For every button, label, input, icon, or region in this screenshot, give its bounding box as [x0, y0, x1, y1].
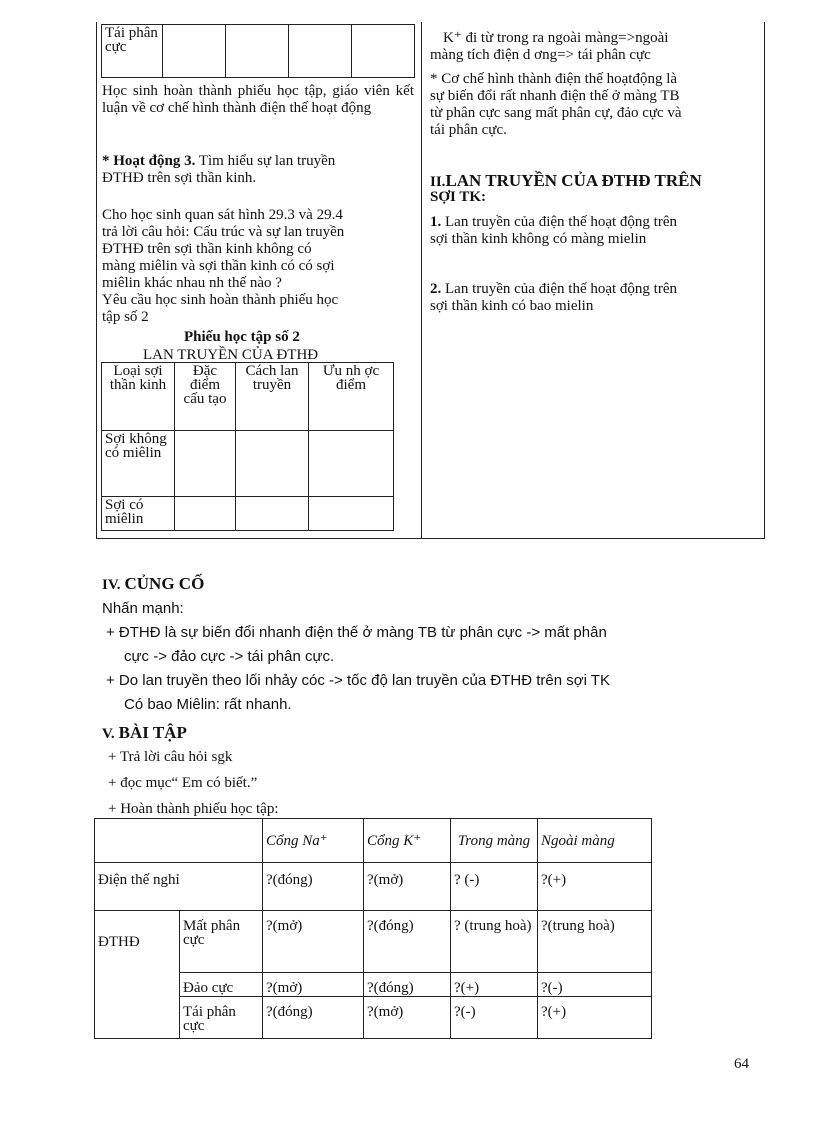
- summary-cell: ?(+): [538, 863, 652, 911]
- activity3-heading: [102, 154, 335, 169]
- worksheet2-header: Đặc điểm cấu tạo: [175, 363, 236, 431]
- observe-line: Cho học sinh quan sát hình 29.3 và 29.4: [102, 207, 343, 223]
- summary-cell: ?(đóng): [364, 973, 451, 997]
- box-bottom-border: [96, 538, 765, 539]
- item2-line-1: [430, 282, 677, 297]
- worksheet2-header: Ưu nh ợc điểm: [309, 363, 394, 431]
- observe-line: tập số 2: [102, 309, 149, 325]
- section4-num: IV.: [102, 577, 121, 593]
- summary-cell: ?(đóng): [263, 863, 364, 911]
- item1-text: Lan truyền của điện thế hoạt động trên: [445, 214, 678, 230]
- observe-line: ĐTHĐ trên sợi thần kinh không có: [102, 241, 312, 257]
- exercise-item: + Trả lời câu hỏi sgk: [108, 749, 233, 765]
- empty-cell: [163, 25, 226, 78]
- empty-cell: [175, 497, 236, 531]
- item2-num: 2.: [430, 281, 442, 297]
- mechanism-line: tái phân cực.: [430, 122, 507, 138]
- summary-cell: ? (-): [451, 863, 538, 911]
- ap-label: ĐTHĐ: [95, 911, 180, 1039]
- summary-header: Trong màng: [451, 819, 538, 863]
- summary-cell: ?(đóng): [364, 911, 451, 973]
- mechanism-text: [430, 72, 682, 138]
- item1-line-2: sợi thần kinh không có màng mielin: [430, 231, 647, 247]
- observe-line: màng miêlin và sợi thần kinh có có sợi: [102, 258, 335, 274]
- k-line-2: màng tích điện d ơng=> tái phân cực: [430, 47, 651, 63]
- mechanism-line: sự biến đổi rất nhanh điện thế ở màng TB: [430, 88, 680, 104]
- worksheet2-row-label: Sợi không có miêlin: [102, 431, 175, 497]
- worksheet2-row-label: Sợi có miêlin: [102, 497, 175, 531]
- box-left-border: [96, 22, 97, 539]
- section4-title: CỦNG CỐ: [124, 574, 205, 593]
- worksheet2-table: [101, 362, 394, 531]
- empty-cell: [352, 25, 415, 78]
- section5-body: [108, 749, 279, 818]
- ap-phase-label: Đảo cực: [180, 973, 263, 997]
- section2-title: LAN TRUYỀN CỦA ĐTHĐ TRÊN: [445, 171, 702, 190]
- section2-num: II.: [430, 174, 446, 190]
- bullet-line: cực -> đảo cực -> tái phân cực.: [124, 648, 335, 665]
- summary-cell: ?(mở): [364, 997, 451, 1039]
- ap-phase-label: Tái phân cực: [180, 997, 263, 1039]
- item1-line-1: [430, 215, 677, 230]
- section5-heading: [102, 723, 187, 743]
- section5-num: V.: [102, 726, 115, 742]
- tai-phan-cuc-table: [101, 24, 415, 78]
- page-number: 64: [734, 1056, 749, 1072]
- ap-phase-label: Mất phân cực: [180, 911, 263, 973]
- empty-cell: [289, 25, 352, 78]
- summary-cell: ?(mở): [263, 973, 364, 997]
- summary-cell: ?(mở): [364, 863, 451, 911]
- tai-phan-cuc-label: Tái phân cực: [102, 25, 163, 78]
- section2-title-2: SỢI TK:: [430, 189, 486, 205]
- summary-cell: ?(+): [538, 997, 652, 1039]
- box-divider: [421, 22, 422, 539]
- item1-num: 1.: [430, 214, 442, 230]
- empty-cell: [175, 431, 236, 497]
- summary-cell: ?(đóng): [263, 997, 364, 1039]
- activity3-title: * Hoạt động 3.: [102, 153, 196, 169]
- worksheet2-subtitle: LAN TRUYỀN CỦA ĐTHĐ: [143, 347, 319, 363]
- summary-cell: ?(-): [538, 973, 652, 997]
- summary-header: Cổng Na⁺: [263, 819, 364, 863]
- item2-line-2: sợi thần kinh có bao mielin: [430, 298, 594, 314]
- section4-body: [102, 600, 610, 720]
- mechanism-line: từ phân cực sang mất phân cự, đảo cực và: [430, 105, 682, 121]
- summary-cell: ?(-): [451, 997, 538, 1039]
- summary-header: Ngoài màng: [538, 819, 652, 863]
- box-right-border: [764, 22, 765, 539]
- empty-cell: [309, 497, 394, 531]
- section5-title: BÀI TẬP: [118, 723, 187, 742]
- activity3-text: Tìm hiểu sự lan truyền: [198, 153, 336, 169]
- observe-line: miêlin khác nhau nh thế nào ?: [102, 275, 282, 291]
- empty-cell: [226, 25, 289, 78]
- worksheet2-title: Phiếu học tập số 2: [184, 329, 300, 345]
- empty-cell: [236, 497, 309, 531]
- summary-cell: ?(+): [451, 973, 538, 997]
- observe-line: Yêu cầu học sinh hoàn thành phiếu học: [102, 292, 339, 308]
- mechanism-line: * Cơ chế hình thành điện thế hoạtđộng là: [430, 71, 678, 87]
- observe-line: trả lời câu hỏi: Cấu trúc và sự lan truyền: [102, 224, 345, 240]
- bullet-line: + ĐTHĐ là sự biến đổi nhanh điện thế ở màng TB từ phân cực -> mất phân: [106, 624, 607, 641]
- summary-cell: ?(trung hoà): [538, 911, 652, 973]
- exercise-item: + Hoàn thành phiếu học tập:: [108, 801, 279, 817]
- bullet-line: Có bao Miêlin: rất nhanh.: [124, 696, 292, 713]
- section4-heading: [102, 574, 204, 594]
- worksheet2-header: Loại sợi thần kinh: [102, 363, 175, 431]
- summary-cell: ? (trung hoà): [451, 911, 538, 973]
- rest-label: Điện thế nghỉ: [95, 863, 263, 911]
- empty-cell: [236, 431, 309, 497]
- summary-header: Cổng K⁺: [364, 819, 451, 863]
- corner-cell: [95, 819, 263, 863]
- emphasis-label: Nhấn mạnh:: [102, 600, 184, 617]
- conclusion-text: Học sinh hoàn thành phiếu học tập, giáo viên kết luận về cơ chế hình thành điện thế hoạt động: [102, 83, 414, 116]
- observe-lines: [102, 208, 414, 325]
- k-line-1: K⁺ đi từ trong ra ngoài màng=>ngoài: [443, 30, 669, 46]
- exercise-item: + đọc mục“ Em có biết.”: [108, 775, 258, 791]
- summary-cell: ?(mở): [263, 911, 364, 973]
- item2-text: Lan truyền của điện thế hoạt động trên: [445, 281, 678, 297]
- empty-cell: [309, 431, 394, 497]
- activity3-text-2: ĐTHĐ trên sợi thần kinh.: [102, 170, 257, 186]
- summary-table: [94, 818, 652, 1039]
- bullet-line: + Do lan truyền theo lối nhảy cóc -> tốc độ lan truyền của ĐTHĐ trên sợi TK: [106, 672, 610, 689]
- worksheet2-header: Cách lan truyền: [236, 363, 309, 431]
